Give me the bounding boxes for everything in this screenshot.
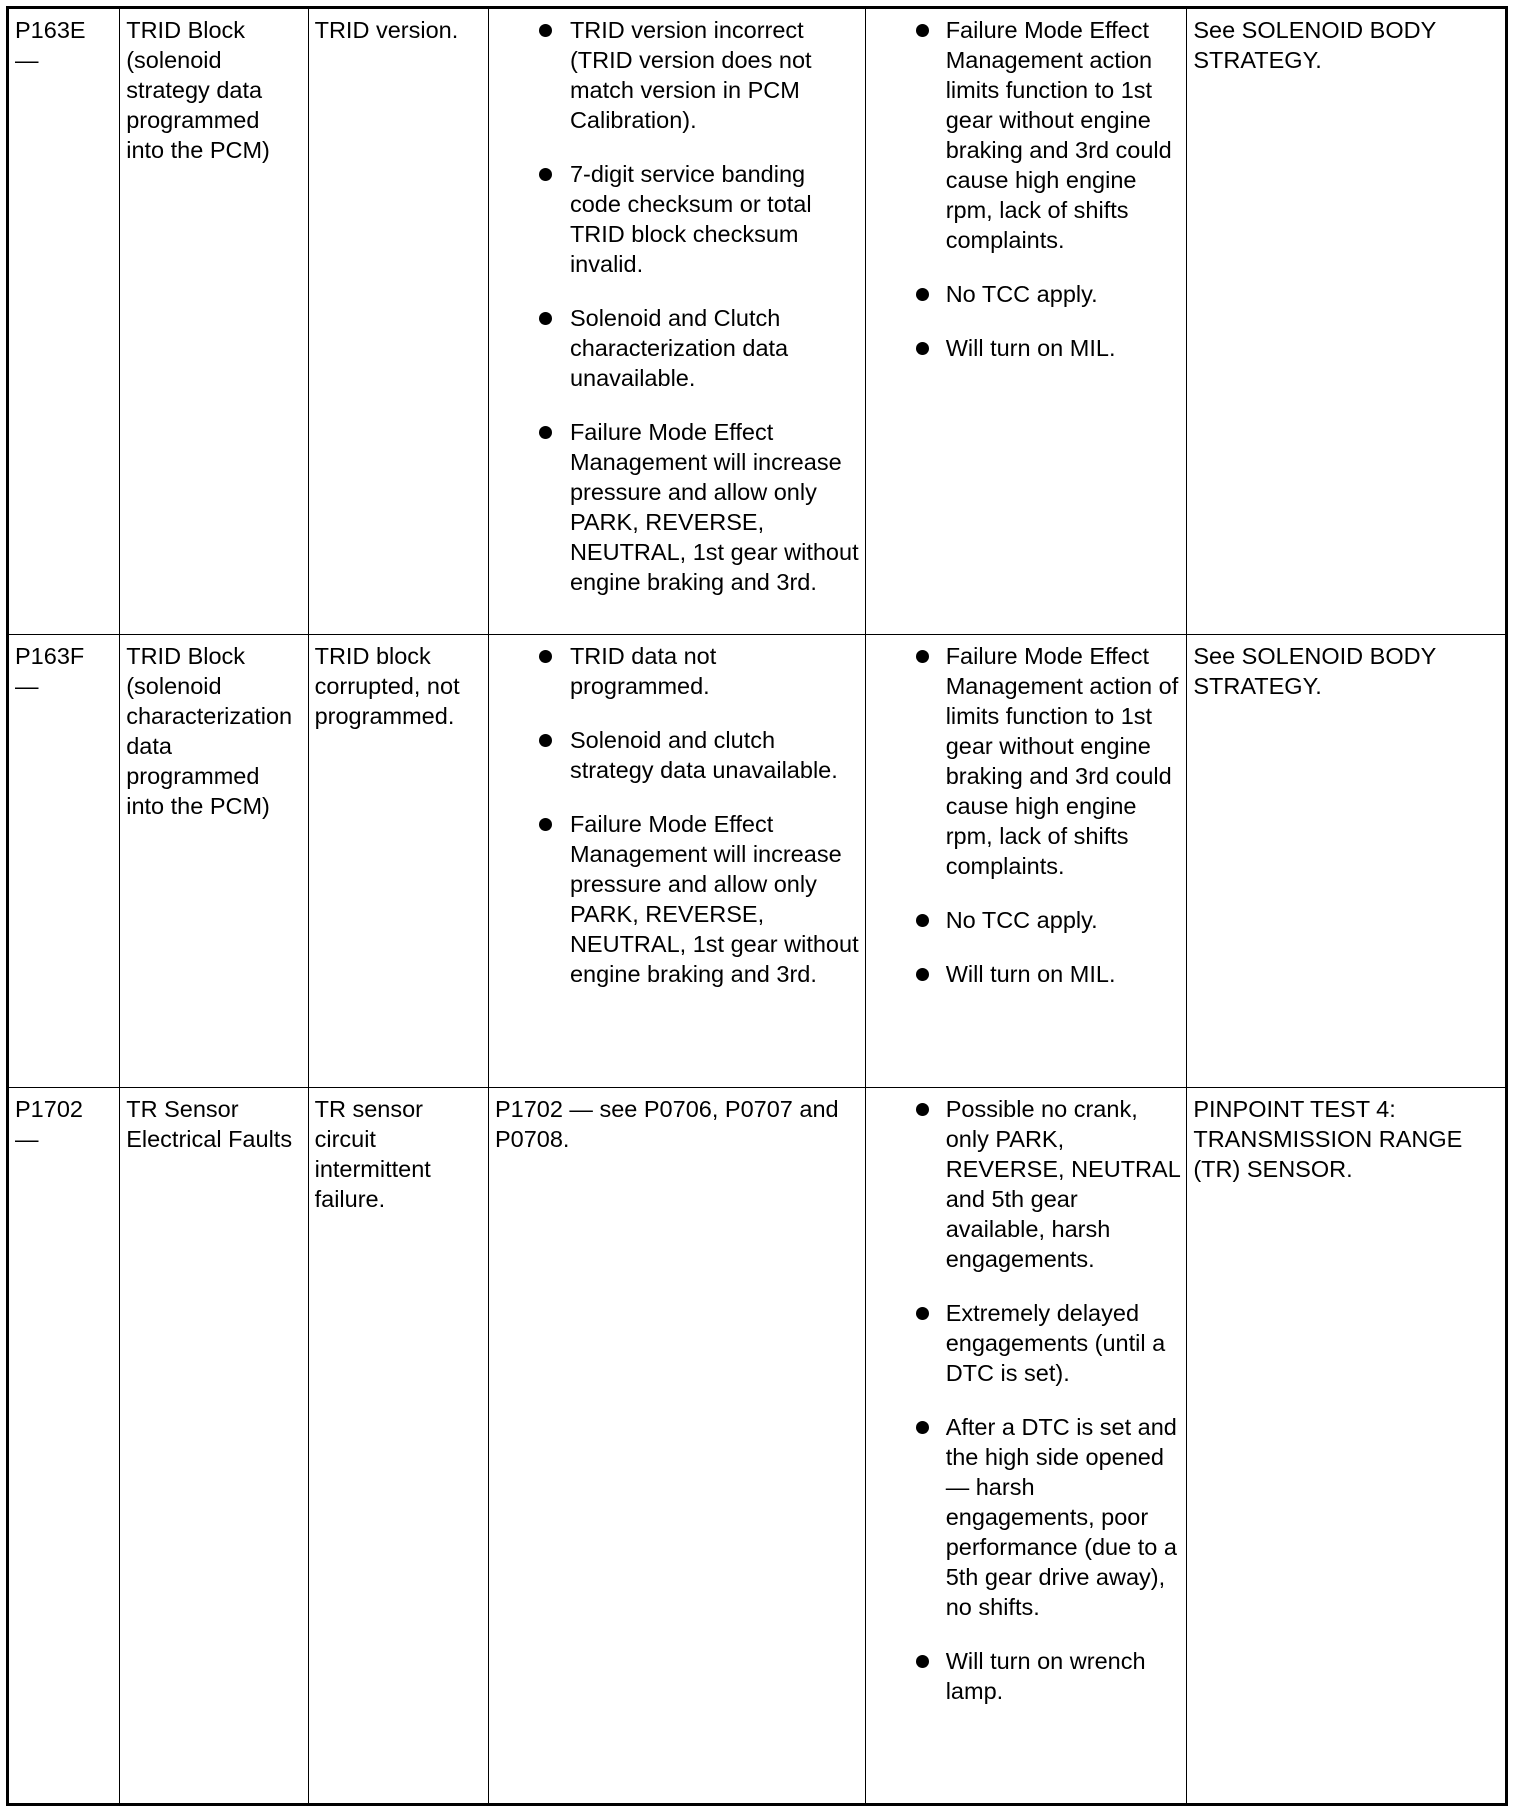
bullet-icon <box>539 168 552 181</box>
condition-cell: TR sensor circuit intermittent failure. <box>308 1088 488 1805</box>
dtc-code: P163F <box>15 643 85 669</box>
dtc-code: P163E <box>15 17 86 43</box>
list-item: 7-digit service banding code checksum or total TRID block checksum invalid. <box>495 159 859 279</box>
bullet-icon <box>916 968 929 981</box>
description-cell: TRID Block (solenoid strategy data programmed into the PCM) <box>120 8 308 635</box>
possible-causes-cell <box>488 635 865 1088</box>
bullet-icon <box>539 650 552 663</box>
list-item: Will turn on MIL. <box>872 959 1181 989</box>
list-item: Will turn on wrench lamp. <box>872 1646 1181 1706</box>
bullet-icon <box>539 734 552 747</box>
dtc-code-cell <box>8 1088 120 1805</box>
bullet-icon <box>539 818 552 831</box>
bullet-icon <box>916 914 929 927</box>
condition-cell: TRID version. <box>308 8 488 635</box>
table-row <box>8 635 1507 1088</box>
action-cell: See SOLENOID BODY STRATEGY. <box>1187 635 1507 1088</box>
table-row <box>8 1088 1507 1805</box>
bullet-icon <box>916 1307 929 1320</box>
dtc-dash: — <box>15 673 39 699</box>
list-item: Failure Mode Effect Management will increase pressure and allow only PARK, REVERSE, NEUTRAL, 1st gear without engine braking and 3rd. <box>495 417 859 597</box>
list-item: No TCC apply. <box>872 279 1181 309</box>
condition-cell: TRID block corrupted, not programmed. <box>308 635 488 1088</box>
possible-causes-cell <box>488 8 865 635</box>
bullet-icon <box>916 1655 929 1668</box>
list-item: Failure Mode Effect Management action of limits function to 1st gear without engine braking and 3rd could cause high engine rpm, lack of shifts complaints. <box>872 641 1181 881</box>
bullet-icon <box>539 312 552 325</box>
list-item: Solenoid and Clutch characterization data unavailable. <box>495 303 859 393</box>
bullet-icon <box>916 342 929 355</box>
dtc-dash: — <box>15 47 39 73</box>
bullet-icon <box>916 288 929 301</box>
description-cell: TR Sensor Electrical Faults <box>120 1088 308 1805</box>
list-item: Failure Mode Effect Management will increase pressure and allow only PARK, REVERSE, NEUTRAL, 1st gear without engine braking and 3rd. <box>495 809 859 989</box>
table-row <box>8 8 1507 635</box>
list-item: TRID version incorrect (TRID version does not match version in PCM Calibration). <box>495 15 859 135</box>
dtc-table <box>6 6 1508 1806</box>
bullet-icon <box>539 426 552 439</box>
dtc-code-cell <box>8 635 120 1088</box>
list-item: No TCC apply. <box>872 905 1181 935</box>
action-cell: PINPOINT TEST 4: TRANSMISSION RANGE (TR) SENSOR. <box>1187 1088 1507 1805</box>
action-cell: See SOLENOID BODY STRATEGY. <box>1187 8 1507 635</box>
list-item: Extremely delayed engagements (until a DTC is set). <box>872 1298 1181 1388</box>
bullet-icon <box>916 24 929 37</box>
list-item: Possible no crank, only PARK, REVERSE, NEUTRAL and 5th gear available, harsh engagements. <box>872 1094 1181 1274</box>
bullet-icon <box>539 24 552 37</box>
bullet-icon <box>916 1421 929 1434</box>
list-item: TRID data not programmed. <box>495 641 859 701</box>
list-item: Failure Mode Effect Management action limits function to 1st gear without engine braking and 3rd could cause high engine rpm, lack of shifts complaints. <box>872 15 1181 255</box>
possible-causes-cell: P1702 — see P0706, P0707 and P0708. <box>488 1088 865 1805</box>
symptoms-cell <box>865 8 1187 635</box>
dtc-dash: — <box>15 1126 39 1152</box>
list-item: Solenoid and clutch strategy data unavailable. <box>495 725 859 785</box>
dtc-code: P1702 <box>15 1096 83 1122</box>
list-item: After a DTC is set and the high side opened — harsh engagements, poor performance (due to a 5th gear drive away), no shifts. <box>872 1412 1181 1622</box>
dtc-code-cell <box>8 8 120 635</box>
symptoms-cell <box>865 635 1187 1088</box>
list-item: Will turn on MIL. <box>872 333 1181 363</box>
description-cell: TRID Block (solenoid characterization data programmed into the PCM) <box>120 635 308 1088</box>
bullet-icon <box>916 1103 929 1116</box>
symptoms-cell <box>865 1088 1187 1805</box>
bullet-icon <box>916 650 929 663</box>
